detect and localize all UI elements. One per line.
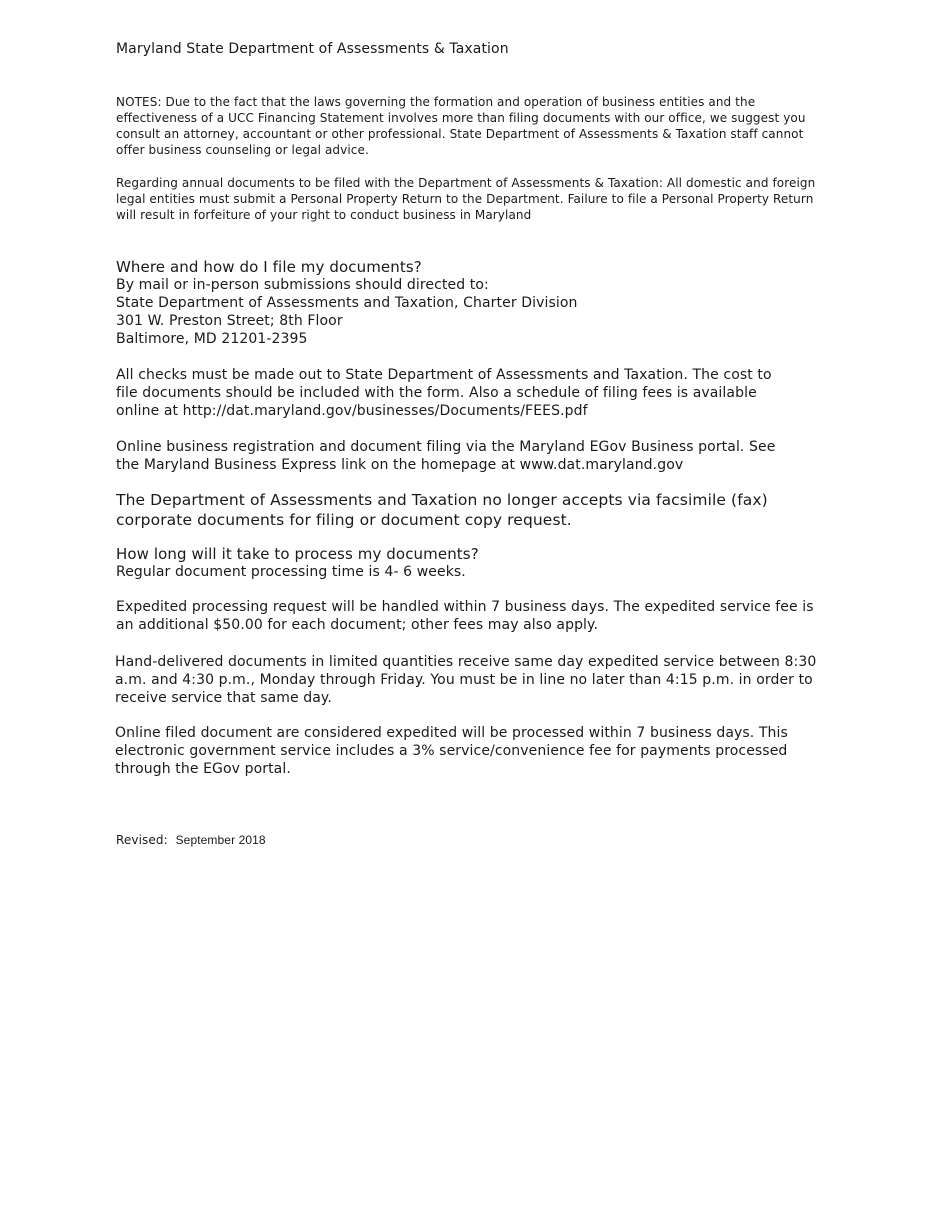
address-line-3: Baltimore, MD 21201-2395 <box>116 331 308 347</box>
address-line-2: 301 W. Preston Street; 8th Floor <box>116 313 343 329</box>
revised-label: Revised: <box>116 833 168 847</box>
annual-documents-paragraph: Regarding annual documents to be filed with the Department of Assessments & Taxation: All domestic and foreign legal entities must submit a Personal Property Return to the Department. Failure to file a Personal Property Return will result in forfeiture of your right to conduct business in Maryland <box>116 176 816 222</box>
online-filed-paragraph: Online filed document are considered expedited will be processed within 7 business days. This electronic government service includes a 3% service/convenience fee for payments processed through the EGov portal. <box>115 725 788 777</box>
online-registration-line-2: the Maryland Business Express link on the homepage at www.dat.maryland.gov <box>116 457 684 473</box>
revised-date: September 2018 <box>175 833 266 847</box>
filing-section <box>116 258 836 348</box>
processing-question-heading: How long will it take to process my documents? <box>116 545 479 563</box>
revision-note <box>116 833 836 848</box>
fax-notice: The Department of Assessments and Taxation no longer accepts via facsimile (fax) corporate documents for filing or document copy request. <box>116 491 768 529</box>
filing-intro: By mail or in-person submissions should directed to: <box>116 277 489 293</box>
address-line-1: State Department of Assessments and Taxation, Charter Division <box>116 295 578 311</box>
processing-section <box>116 545 836 581</box>
hand-delivered-paragraph: Hand-delivered documents in limited quantities receive same day expedited service between 8:30 a.m. and 4:30 p.m., Monday through Friday. You must be in line no later than 4:15 p.m. in order to receive service that same day. <box>115 654 817 706</box>
online-registration-paragraph <box>116 438 836 474</box>
online-registration-line-1: Online business registration and document filing via the Maryland EGov Business portal. See <box>116 439 776 455</box>
filing-question-heading: Where and how do I file my documents? <box>116 258 422 276</box>
checks-paragraph: All checks must be made out to State Department of Assessments and Taxation. The cost to file documents should be included with the form. Also a schedule of filing fees is available online at http://dat.maryland.gov/businesses/Documents/FEES.pdf <box>116 367 772 419</box>
regular-processing-time: Regular document processing time is 4- 6 weeks. <box>116 564 466 580</box>
page-title: Maryland State Department of Assessments & Taxation <box>116 41 509 57</box>
notes-paragraph: NOTES: Due to the fact that the laws governing the formation and operation of business entities and the effectiveness of a UCC Financing Statement involves more than filing documents with our office, we suggest you consult an attorney, accountant or other professional. State Department of Assessments & Taxation staff cannot offer business counseling or legal advice. <box>116 95 806 157</box>
expedited-processing-paragraph: Expedited processing request will be handled within 7 business days. The expedited service fee is an additional $50.00 for each document; other fees may also apply. <box>116 599 814 633</box>
